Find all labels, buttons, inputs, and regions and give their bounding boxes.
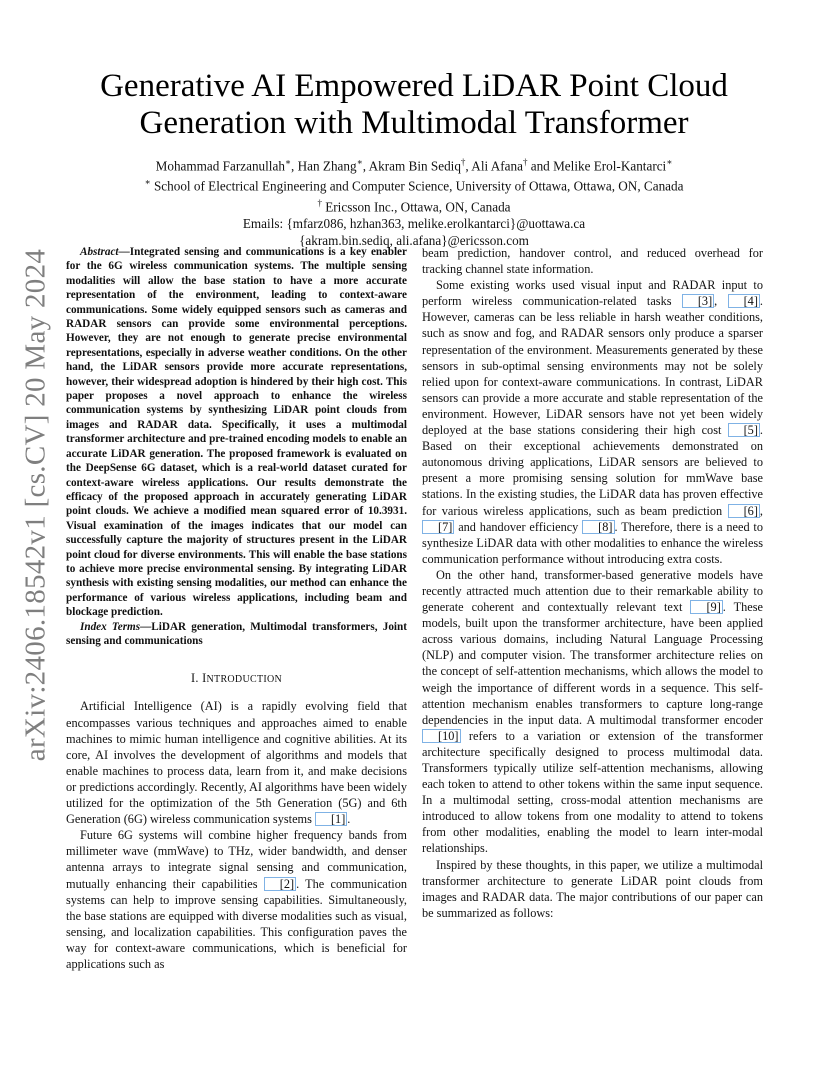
section-title-initial: I [202,671,207,686]
section-title-rest: NTRODUCTION [206,674,283,686]
transformer-paragraph [422,567,763,857]
author-name: Mohammad Farzanullah [155,158,285,174]
author-sep: and [527,158,554,174]
paragraph-continued: beam prediction, handover control, and reduced overhead for tracking channel state information. [422,246,763,277]
paragraph-text: . These models, built upon the transformer architecture, have been applied across various domains, including Natural Language Processing (NLP) and computer vision. The transformer architecture relies on the concept of self-attention mechanisms, which allows the model to weigh the importance of different words in a sequence. This self-attention mechanism enables transformers to capture long-range dependencies in the input data. A multimodal transformer encoder [422,600,763,727]
paragraph-text: . [347,812,351,827]
abstract-label: Abstract [80,246,119,258]
affiliation-text: Ericsson Inc., Ottawa, ON, Canada [321,199,511,215]
affiliation-mark: ∗ [144,177,151,188]
paragraph-text: . The communication systems can help to improve sensing capabilities. Simultaneously, the base stations are equipped with diverse modalities such as visual, sensing, and localization capabilities. This configuration paves the way for context-aware communications, which is beneficial for applications such as [66,876,407,971]
citation-link[interactable]: [1] [315,812,347,826]
citation-link[interactable]: [7] [422,520,454,534]
paragraph-text: . However, cameras can be less reliable in harsh weather conditions, such as snow and fog, and RADAR sensors only produce a sparser representation of the environment. Measurements generated by these sensors in sub-optimal sensing environments may not be solely relied upon for context-aware communications. In contrast, LiDAR sensors can provide a more accurate and stable representation of the environment. However, LiDAR sensors have not yet been widely deployed at the base stations considering their high cost [422,294,763,438]
author-mark: † [522,157,528,167]
author-name: Ali Afana [471,158,523,174]
author-list [60,154,768,174]
abstract [66,245,407,620]
citation-link[interactable]: [8] [582,520,614,534]
paragraph-text: refers to a variation or extension of the transformer architecture specifically designed to process multimodal data. Transformers typically utilize self-attention mechanisms, allowing each token to attend to other tokens within the same input sequence. In a multimodal setting, cross-modal attention mechanisms are introduced to allow tokens from one modality to attend to tokens from other modalities, enabling the model to learn inter-modal relationships. [422,728,763,856]
paragraph-text: and handover efficiency [454,519,583,534]
author-mark: ∗ [284,157,292,167]
citation-link[interactable]: [6] [728,504,760,518]
left-column [66,245,407,972]
author-mark: ∗ [666,157,673,167]
title-line-1: Generative AI Empowered LiDAR Point Cloud [100,68,728,104]
contributions-paragraph: Inspired by these thoughts, in this paper, we utilize a multimodal transformer architecture to generate LiDAR point clouds from images and RADAR data. The major contributions of our paper can be summarized as follows: [422,857,763,920]
section-number: I. [190,671,203,686]
index-terms [66,620,407,649]
citation-link[interactable]: [9] [690,600,722,614]
author-sep: , [291,158,298,174]
paragraph-text: . Therefore, there is a need to synthesize LiDAR data with other modalities to enhance the wireless communication performance without introducing extra costs. [422,519,763,566]
citation-link[interactable]: [4] [728,294,760,308]
intro-paragraph-2 [66,827,407,972]
affiliation-uottawa [60,174,768,194]
author-name: Han Zhang [297,158,357,174]
arxiv-stamp-text: arXiv:2406.18542v1 [cs.CV] 20 May 2024 [19,248,52,762]
arxiv-stamp [19,248,52,762]
index-terms-label: Index Terms [80,620,141,633]
affiliation-ericsson [60,195,768,215]
title-line-2: Generation with Multimodal Transformer [139,105,689,141]
paragraph-text: . Based on their exceptional achievements demonstrated on autonomous driving applications, LiDAR sensors are believed to present a more promising sensing solution for mmWave base stations. In the existing studies, the LiDAR data has proven effective for various wireless applications, such as beam prediction [422,423,763,518]
email-line-1: Emails: {mfarz086, hzhan363, melike.erolkantarci}@uottawa.ca [242,216,586,232]
affiliation-mark: † [317,197,322,208]
email-line-2: {akram.bin.sediq, ali.afana}@ericsson.com [299,233,529,249]
author-sep: , [362,158,369,174]
related-work-paragraph [422,277,763,567]
index-terms-text: —LiDAR generation, Multimodal transformers, Joint sensing and communications [66,620,407,647]
citation-link[interactable]: [3] [682,294,714,308]
intro-paragraph-1 [66,698,407,827]
abstract-text: —Integrated sensing and communications is a key enabler for the 6G wireless communication systems. The multiple sensing modalities will allow the base station to have a more accurate representation of the environment, leading to context-aware communications. Some widely equipped sensors such as cameras and RADAR sensors can provide some environmental perceptions. However, they are not enough to generate precise environmental representations, especially in adverse weather conditions. On the other hand, the LiDAR sensors provide more accurate representations, however, their widespread adoption is hindered by their high cost. This paper proposes a novel approach to enhance the wireless communication systems by synthesizing LiDAR point clouds from images and RADAR data. Specifically, it uses a multimodal transformer architecture and pre-trained encoding models to enable an accurate LiDAR generation. The proposed framework is evaluated on the DeepSense 6G dataset, which is a real-world dataset curated for context-aware wireless applications. Our results demonstrate the efficacy of the proposed approach in accurately generating LiDAR point clouds. We achieve a modified mean squared error of 10.3931. Visual examination of the images indicates that our model can successfully capture the majority of structures present in the LiDAR point cloud for diverse environments. This will enable the base stations to achieve more precise environmental sensing. By integrating LiDAR synthesis with existing sensing modalities, our method can enhance the performance of various wireless applications, including beam and blockage prediction. [66,246,407,619]
author-name: Melike Erol-Kantarci [553,158,667,174]
paragraph-text: Future 6G systems will combine higher frequency bands from millimeter wave (mmWave) to THz, wider bandwidth, and denser antenna arrays to integrate signal sensing and communication, mutually enhancing their capabilities [66,828,407,891]
author-mark: † [460,157,466,167]
paper-header [60,68,768,249]
citation-link[interactable]: [2] [264,877,296,891]
right-column [422,245,763,921]
citation-link[interactable]: [5] [728,423,760,437]
paper-title [60,68,768,142]
author-sep: , [465,158,472,174]
paragraph-text: On the other hand, transformer-based generative models have recently attracted much attention due to their remarkable ability to generate coherent and contextually relevant text [422,567,763,615]
affiliation-text: School of Electrical Engineering and Computer Science, University of Ottawa, Ottawa, ON, Canada [150,178,684,194]
author-mark: ∗ [356,157,363,167]
author-name: Akram Bin Sediq [368,158,461,174]
paragraph-text: , [759,503,763,518]
paragraph-text: , [714,294,728,309]
paragraph-text: Some existing works used visual input and RADAR input to perform wireless communication-related tasks [422,278,763,309]
section-heading-introduction [66,670,407,688]
paragraph-text: Artificial Intelligence (AI) is a rapidly evolving field that encompasses various techniques and approaches aimed to enable machines to mimic human intelligence and cognitive abilities. At its core, AI involves the development of algorithms and models that enable machines to process data, learn from it, and make decisions or predictions accordingly. Recently, AI algorithms have been widely utilized for the optimization of the 5th Generation (5G) and 6th Generation (6G) wireless communication systems [66,699,407,827]
citation-link[interactable]: [10] [422,729,461,743]
